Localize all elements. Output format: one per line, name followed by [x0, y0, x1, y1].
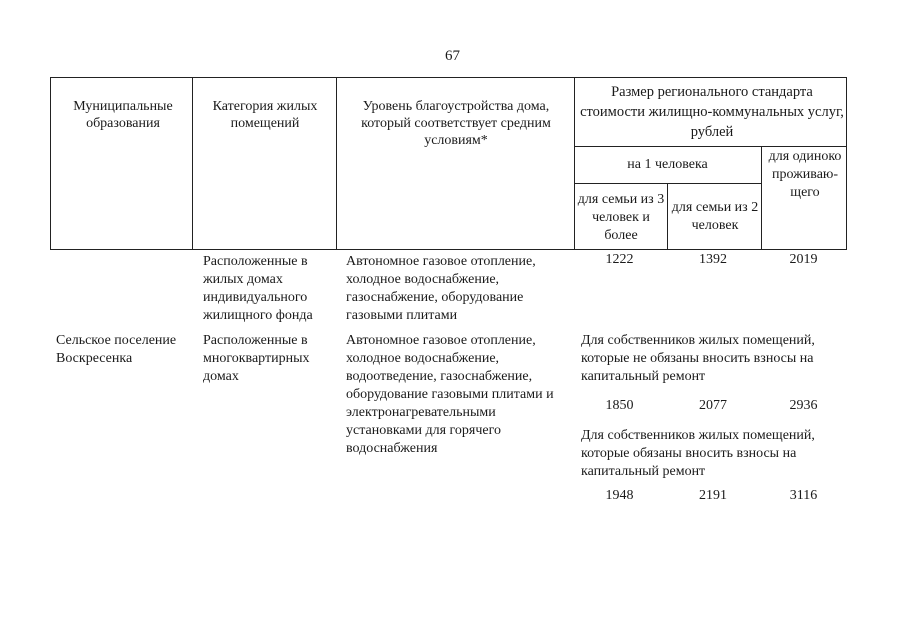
table-header	[50, 77, 847, 250]
header-municipality: Муниципальные образования	[73, 99, 173, 131]
row-divider-1	[574, 146, 846, 147]
row2-level: Автономное газовое отопление, холодное водоснабжение, водоотведение, газоснабжение, оборудование газовыми плитами и электронагревательными установками для горячего водоснабжения	[346, 333, 554, 456]
col-divider-4	[667, 183, 668, 249]
row2-group2-value-family2: 2191	[699, 488, 727, 503]
header-level: Уровень благоустройства дома, который соответствует средним условиям*	[361, 99, 551, 148]
row2-group1-note: Для собственников жилых помещений, которые не обязаны вносить взносы на капитальный ремонт	[581, 333, 815, 384]
col-divider-5	[761, 146, 762, 249]
row2-group1-value-family2: 2077	[699, 398, 727, 413]
header-single: для одиноко проживаю-щего	[768, 149, 842, 200]
header-category: Категория жилых помещений	[212, 99, 318, 131]
row-divider-2	[574, 183, 761, 184]
header-standard: Размер регионального стандарта стоимости жилищно-коммунальных услуг, рублей	[580, 84, 844, 140]
row1-category: Расположенные в жилых домах индивидуального жилищного фонда	[203, 254, 313, 323]
row2-group2-value-single: 3116	[789, 488, 818, 503]
col-divider-1	[192, 78, 193, 249]
row2-group1-value-single: 2936	[789, 398, 818, 413]
header-family3: для семьи из 3 человек и более	[577, 192, 665, 243]
header-family2: для семьи из 2 человек	[671, 200, 759, 233]
row2-group2-note: Для собственников жилых помещений, которые обязаны вносить взносы на капитальный ремонт	[581, 428, 815, 479]
row1-value-single: 2019	[789, 252, 818, 267]
row2-group1-value-family3: 1850	[605, 398, 634, 413]
row1-level: Автономное газовое отопление, холодное водоснабжение, газоснабжение, оборудование газовыми плитами	[346, 254, 536, 323]
row1-value-family2: 1392	[699, 252, 727, 267]
row1-value-family3: 1222	[605, 252, 634, 267]
row2-group2-value-family3: 1948	[605, 488, 634, 503]
row2-category: Расположенные в многоквартирных домах	[203, 333, 310, 384]
col-divider-2	[336, 78, 337, 249]
page-number: 67	[445, 48, 460, 64]
row2-municipality: Сельское поселение Воскресенка	[56, 333, 177, 366]
header-per-person: на 1 человека	[627, 157, 708, 172]
